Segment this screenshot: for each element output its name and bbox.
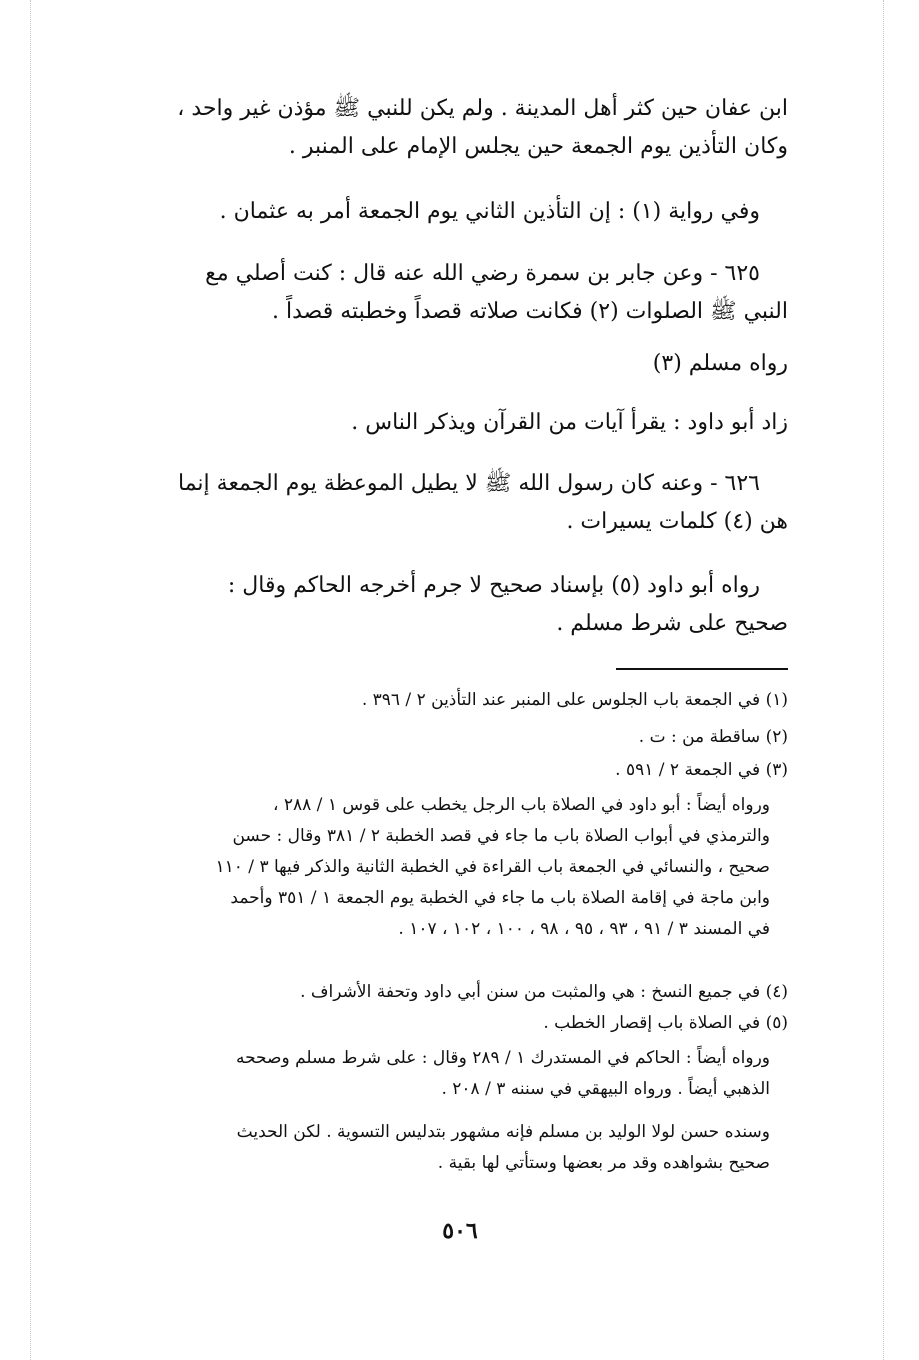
scan-edge-left [30,0,31,1360]
footnote-line: ورواه أيضاً : الحاكم في المستدرك ١ / ٢٨٩ وقال : على شرط مسلم وصححه [235,1048,770,1068]
footnote-5-references [80,1043,770,1105]
footnote-line: (٢) ساقطة من : ت . [638,727,788,747]
text-line: رواه مسلم (٣) [652,351,788,376]
footnote-line: الذهبي أيضاً . ورواه البيهقي في سننه ٣ / ٢٠٨ . [441,1079,770,1099]
footnote-line: (١) في الجمعة باب الجلوس على المنبر عند التأذين ٢ / ٣٩٦ . [361,690,788,710]
footnote-line: صحيح بشواهده وقد مر بعضها وستأتي لها بقية . [437,1153,770,1173]
footnote-2 [80,722,788,752]
footnote-line: ورواه أيضاً : أبو داود في الصلاة باب الرجل يخطب على قوس ١ / ٢٨٨ ، [272,795,770,815]
footnote-line: (٣) في الجمعة ٢ / ٥٩١ . [615,760,788,780]
text-line: ابن عفان حين كثر أهل المدينة . ولم يكن للنبي ﷺ مؤذن غير واحد ، [177,96,788,121]
footnote-3 [80,755,788,785]
text-line: رواه أبو داود (٥) بإسناد صحيح لا جرم أخرجه الحاكم وقال : [227,573,760,598]
text-line: وفي رواية (١) : إن التأذين الثاني يوم الجمعة أمر به عثمان . [219,199,760,224]
footnote-line: وسنده حسن لولا الوليد بن مسلم فإنه مشهور بتدليس التسوية . لكن الحديث [236,1122,770,1142]
text-line: وكان التأذين يوم الجمعة حين يجلس الإمام على المنبر . [288,134,788,159]
footnotes [80,0,788,1200]
text-line: صحيح على شرط مسلم . [556,611,788,636]
footnote-1 [80,685,788,715]
footnote-line: (٤) في جميع النسخ : هي والمثبت من سنن أبي داود وتحفة الأشراف . [300,982,788,1002]
footnote-4 [80,977,788,1007]
scan-edge-right [883,0,884,1360]
page-number: ٥٠٦ [442,1218,478,1244]
footnote-line: في المسند ٣ / ٩١ ، ٩٣ ، ٩٥ ، ٩٨ ، ١٠٠ ، ١٠٢ ، ١٠٧ . [398,919,770,939]
footnote-line: وابن ماجة في إقامة الصلاة باب ما جاء في الخطبة يوم الجمعة ١ / ٣٥١ وأحمد [230,888,770,908]
footnote-line: (٥) في الصلاة باب إقصار الخطب . [543,1013,788,1033]
text-line: ٦٢٥ - وعن جابر بن سمرة رضي الله عنه قال : كنت أصلي مع [205,261,760,286]
text-line: زاد أبو داود : يقرأ آيات من القرآن ويذكر الناس . [351,410,788,435]
footnote-5 [80,1008,788,1038]
footnote-line: والترمذي في أبواب الصلاة باب ما جاء في قصد الخطبة ٢ / ٣٨١ وقال : حسن [232,826,770,846]
text-line: هن (٤) كلمات يسيرات . [566,509,788,534]
text-line: النبي ﷺ الصلوات (٢) فكانت صلاته قصداً وخطبته قصداً . [272,299,788,324]
text-line: ٦٢٦ - وعنه كان رسول الله ﷺ لا يطيل الموعظة يوم الجمعة إنما [178,471,760,496]
footnote-line: صحيح ، والنسائي في الجمعة باب القراءة في الخطبة الثانية والذكر فيها ٣ / ١١٠ [215,857,770,877]
footnote-3-references [80,790,770,945]
footnote-5-grading [80,1117,770,1179]
